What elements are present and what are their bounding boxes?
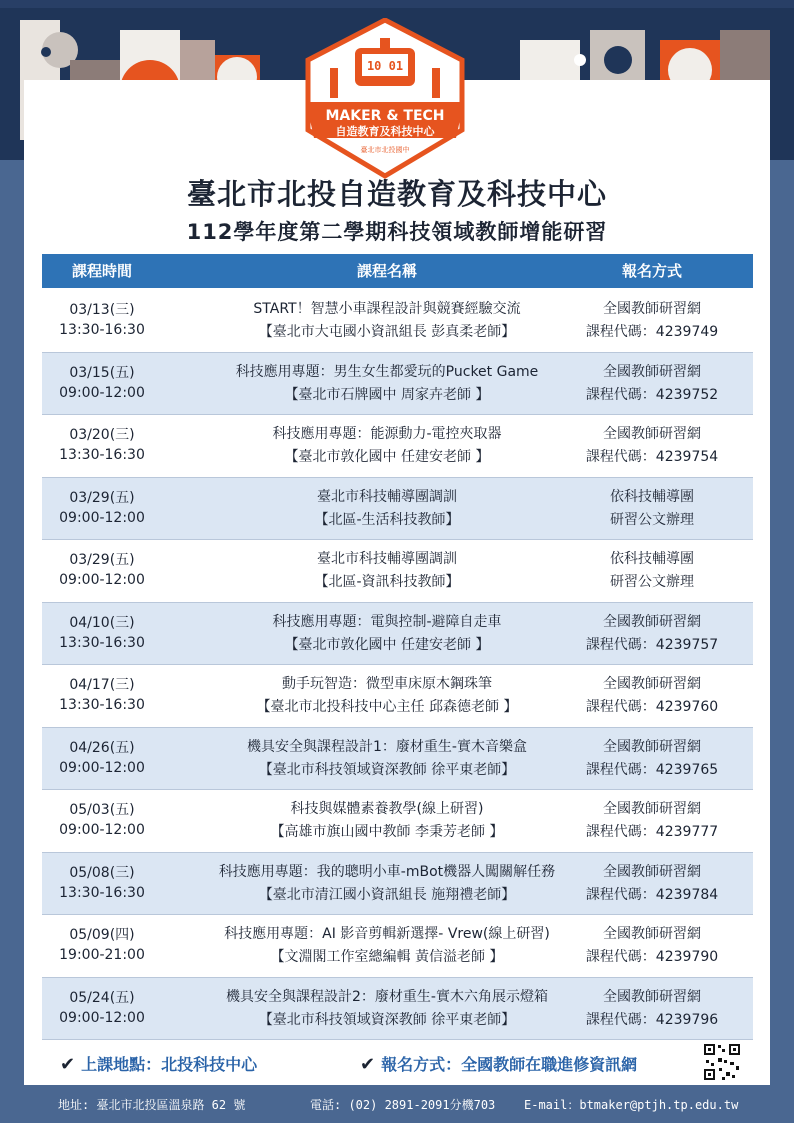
time-cell [42, 738, 162, 778]
table-row [42, 915, 753, 978]
logo-small-text: 臺北市北投國中 [360, 146, 410, 154]
time-cell [42, 925, 162, 965]
course-name: 臺北市科技輔導團調訓 [317, 551, 457, 567]
registration-code: 課程代碼：4239757 [585, 636, 719, 653]
header-registration: 報名方式 [621, 262, 682, 280]
registration-cell [572, 423, 732, 469]
table-header [42, 254, 753, 288]
course-speaker: 【北區-資訊科技教師】 [314, 574, 460, 590]
course-table [42, 290, 753, 1040]
course-speaker: 【臺北市石牌國中 周家卉老師 】 [284, 386, 490, 403]
course-time: 13:30-16:30 [59, 884, 145, 901]
course-date: 03/29(五) [69, 552, 135, 568]
hexagon-badge-icon [300, 18, 470, 180]
course-name: 機具安全與課程設計1：廢材重生-實木音樂盒 [247, 738, 527, 755]
table-row [42, 353, 753, 416]
course-name: 臺北市科技輔導團調訓 [317, 488, 457, 505]
course-date: 03/13(三) [69, 302, 135, 318]
course-date: 05/09(四) [69, 927, 135, 943]
registration-code: 課程代碼：4239765 [585, 761, 719, 778]
course-date: 03/20(三) [69, 427, 135, 443]
email-text: E-mail：btmaker@ptjh.tp.edu.tw [524, 1098, 739, 1112]
logo-sub-text: 自造教育及科技中心 [335, 125, 435, 138]
course-time: 09:00-12:00 [59, 1009, 145, 1026]
course-time: 09:00-12:00 [59, 822, 145, 838]
registration-cell [572, 361, 732, 407]
registration-method: 全國教師研習網 [603, 863, 701, 880]
location-text: 上課地點：北投科技中心 [81, 1055, 258, 1074]
course-name: 動手玩智造：微型車床原木鋼珠筆 [282, 676, 492, 692]
phone-text: 電話: (02) 2891-2091分機703 [310, 1098, 496, 1112]
time-cell [42, 550, 162, 590]
course-speaker: 【臺北市科技領域資深教師 徐平東老師】 [258, 761, 516, 778]
course-time: 13:30-16:30 [59, 634, 145, 651]
course-speaker: 【高雄市旗山國中教師 李秉芳老師 】 [270, 824, 504, 840]
location-info [60, 1052, 257, 1075]
course-name: 機具安全與課程設計2：廢材重生-實木六角展示燈箱 [226, 988, 548, 1005]
course-speaker: 【文淵閣工作室總編輯 黃信溢老師 】 [270, 949, 504, 965]
course-date: 03/29(五) [69, 489, 135, 506]
course-cell [162, 986, 612, 1032]
course-cell [162, 736, 612, 782]
registration-method: 全國教師研習網 [603, 738, 701, 755]
registration-code: 課程代碼：4239777 [585, 824, 719, 840]
page-title: 臺北市北投自造教育及科技中心 [186, 177, 607, 211]
course-name: 科技應用專題：能源動力-電控夾取器 [272, 426, 502, 442]
course-cell [162, 298, 612, 344]
course-cell [162, 923, 612, 969]
header-course: 課程名稱 [356, 262, 417, 280]
registration-text: 報名方式：全國教師在職進修資訊網 [381, 1055, 638, 1074]
course-time: 19:00-21:00 [59, 947, 145, 963]
registration-method: 全國教師研習網 [603, 301, 701, 317]
registration-code: 研習公文辦理 [610, 511, 694, 528]
course-date: 05/08(三) [69, 864, 135, 881]
course-speaker: 【臺北市大屯國小資訊組長 彭真柔老師】 [258, 324, 516, 340]
course-cell [162, 548, 612, 594]
table-row [42, 415, 753, 478]
registration-method: 全國教師研習網 [603, 426, 701, 442]
course-cell [162, 486, 612, 532]
time-cell [42, 800, 162, 840]
course-name: 科技應用專題：AI 影音剪輯新選擇- Vrew(線上研習) [224, 926, 550, 942]
course-speaker: 【臺北市科技領域資深教師 徐平東老師】 [258, 1011, 516, 1028]
registration-info [360, 1052, 637, 1075]
course-time: 09:00-12:00 [59, 759, 145, 776]
course-name: 科技與媒體素養教學(線上研習) [290, 801, 484, 817]
registration-method: 依科技輔導團 [610, 551, 694, 567]
course-speaker: 【臺北市北投科技中心主任 邱森德老師 】 [256, 699, 518, 715]
table-row [42, 665, 753, 728]
course-time: 13:30-16:30 [59, 697, 145, 713]
registration-cell [572, 548, 732, 594]
address-bar [0, 1092, 794, 1116]
registration-cell [572, 986, 732, 1032]
course-time: 09:00-12:00 [59, 509, 145, 526]
table-row [42, 290, 753, 353]
course-date: 03/15(五) [69, 364, 135, 381]
registration-code: 課程代碼：4239754 [585, 449, 719, 465]
course-time: 09:00-12:00 [59, 572, 145, 588]
course-name: 科技應用專題：我的聰明小車-mBot機器人闖關解任務 [218, 863, 556, 880]
robot-screen-text: 10 01 [366, 59, 404, 73]
course-cell [162, 673, 612, 719]
header-time: 課程時間 [71, 262, 132, 280]
table-row [42, 540, 753, 603]
page-subtitle: 112學年度第二學期科技領域教師增能研習 [186, 220, 608, 244]
maker-tech-logo [300, 18, 470, 180]
registration-method: 全國教師研習網 [603, 613, 701, 630]
registration-cell [572, 611, 732, 657]
course-cell [162, 861, 612, 907]
time-cell [42, 425, 162, 465]
time-cell [42, 863, 162, 903]
qr-code-icon[interactable] [702, 1042, 742, 1082]
registration-code: 課程代碼：4239790 [585, 949, 719, 965]
registration-cell [572, 298, 732, 344]
registration-code: 研習公文辦理 [610, 574, 694, 590]
registration-cell [572, 736, 732, 782]
table-row [42, 853, 753, 916]
course-name: START！智慧小車課程設計與競賽經驗交流 [253, 301, 521, 317]
table-row [42, 478, 753, 541]
course-cell [162, 798, 612, 844]
time-cell [42, 488, 162, 528]
registration-code: 課程代碼：4239749 [585, 324, 719, 340]
course-date: 04/17(三) [69, 677, 135, 693]
course-date: 04/26(五) [69, 739, 135, 756]
registration-cell [572, 923, 732, 969]
registration-method: 全國教師研習網 [603, 676, 701, 692]
table-row [42, 790, 753, 853]
course-time: 13:30-16:30 [59, 322, 145, 338]
registration-code: 課程代碼：4239784 [585, 886, 719, 903]
table-row [42, 978, 753, 1041]
time-cell [42, 300, 162, 340]
table-row [42, 603, 753, 666]
course-speaker: 【臺北市敦化國中 任建安老師 】 [284, 636, 490, 653]
course-time: 13:30-16:30 [59, 447, 145, 463]
registration-method: 全國教師研習網 [603, 988, 701, 1005]
check-icon: ✔ [360, 1054, 376, 1075]
course-speaker: 【北區-生活科技教師】 [314, 511, 460, 528]
time-cell [42, 363, 162, 403]
registration-method: 全國教師研習網 [603, 926, 701, 942]
registration-code: 課程代碼：4239752 [585, 386, 719, 403]
registration-method: 依科技輔導團 [610, 488, 694, 505]
course-name: 科技應用專題：電與控制-避障自走車 [272, 613, 502, 630]
registration-cell [572, 486, 732, 532]
registration-cell [572, 861, 732, 907]
course-name: 科技應用專題：男生女生都愛玩的Pucket Game [235, 363, 539, 380]
time-cell [42, 613, 162, 653]
registration-code: 課程代碼：4239760 [585, 699, 719, 715]
course-date: 05/03(五) [69, 802, 135, 818]
time-cell [42, 988, 162, 1028]
registration-cell [572, 798, 732, 844]
table-row [42, 728, 753, 791]
registration-method: 全國教師研習網 [603, 801, 701, 817]
course-speaker: 【臺北市清江國小資訊組長 施翔禮老師】 [258, 886, 516, 903]
course-speaker: 【臺北市敦化國中 任建安老師 】 [284, 449, 490, 465]
registration-code: 課程代碼：4239796 [585, 1011, 719, 1028]
course-cell [162, 361, 612, 407]
course-cell [162, 423, 612, 469]
course-cell [162, 611, 612, 657]
registration-cell [572, 673, 732, 719]
time-cell [42, 675, 162, 715]
logo-main-text: MAKER & TECH [325, 108, 445, 124]
footer-info [42, 1048, 753, 1080]
course-date: 04/10(三) [69, 614, 135, 631]
address-text: 地址: 臺北市北投區溫泉路 62 號 [58, 1098, 246, 1112]
course-date: 05/24(五) [69, 989, 135, 1006]
registration-method: 全國教師研習網 [603, 363, 701, 380]
check-icon: ✔ [60, 1054, 76, 1075]
course-time: 09:00-12:00 [59, 384, 145, 401]
